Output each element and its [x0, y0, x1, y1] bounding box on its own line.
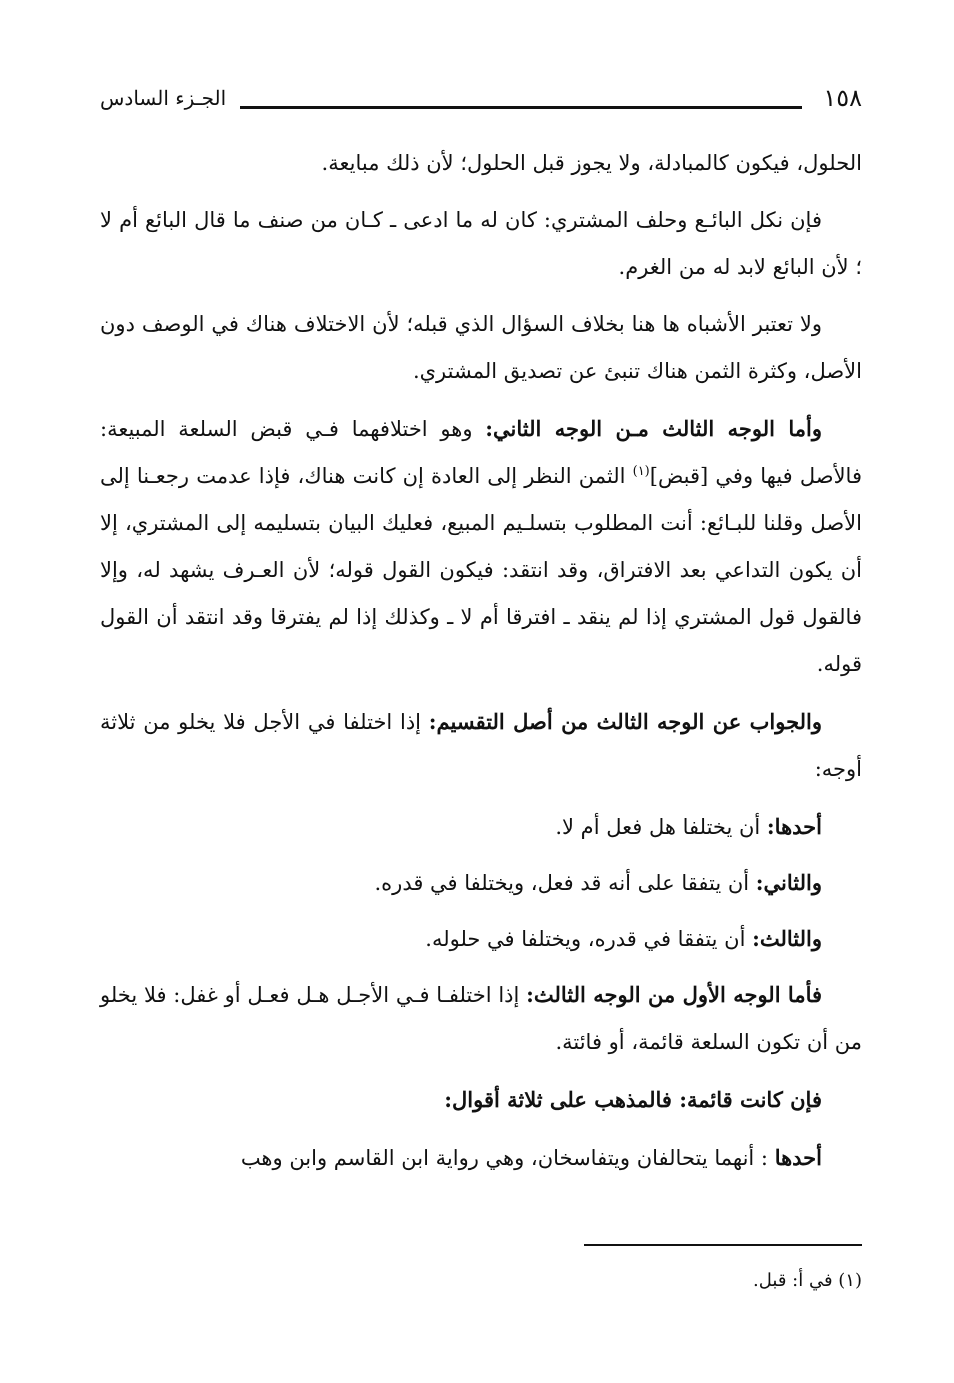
page-number: ١٥٨ — [823, 84, 862, 112]
list-item — [100, 859, 862, 907]
footnote: (١) في أ: قبل. — [753, 1270, 862, 1291]
list-item — [100, 915, 862, 963]
paragraph-heading: أحدها — [774, 1145, 822, 1170]
paragraph — [100, 301, 862, 395]
paragraph — [100, 698, 862, 793]
paragraph-heading: والثاني: — [755, 870, 822, 895]
paragraph-text: أن يختلفا هل فعل أم لا. — [555, 815, 767, 839]
footnote-reference: (١) — [632, 464, 650, 479]
page-header — [100, 84, 862, 124]
paragraph-text: : أنهما يتحالفان ويتفاسخان، وهي رواية ابن القاسم وابن وهب — [240, 1146, 775, 1170]
paragraph — [100, 405, 862, 688]
footnote-rule — [584, 1244, 862, 1246]
paragraph-heading: والثالث: — [752, 926, 822, 951]
paragraph — [100, 1076, 862, 1124]
paragraph-text: إذا اختلفا في الأجل فلا يخلو من ثلاثة أوجه: — [100, 710, 862, 781]
paragraph-text: إذا اختلفـا فـي الأجـل هـل فعـل أو غفل: فلا يخلو من أن تكون السلعة قائمة، أو فائتة. — [100, 983, 862, 1054]
paragraph-text: أن يتفقا على أنه قد فعل، ويختلفا في قدره. — [374, 871, 756, 895]
paragraph-text: الثمن النظر إلى العادة إن كانت هناك، فإذا عدمت رجعـنا إلى الأصل وقلنا للبـائع: أنت المطلوب بتسلـيم المبيع، فعليك البيان بتسليمه إلى المشتري، إلا أن يكون التداعي بعد الافتراق، وقد انتقد: فيكون القول قوله؛ لأن العـرف يشهد له، وإلا فالقول قول المشتري إذا لم ينقد ـ افترقا أم لا ـ وكذلك إذا لم يفترقا وقد انتقد أن القول قوله. — [100, 464, 862, 676]
paragraph-heading: فأما الوجه الأول من الوجه الثالث: — [526, 982, 823, 1007]
paragraph — [100, 140, 862, 187]
list-item — [100, 803, 862, 851]
paragraph-heading: أحدها: — [766, 814, 822, 839]
paragraph-heading: وأما الوجه الثالث مـن الوجه الثاني: — [485, 416, 822, 441]
paragraph — [100, 197, 862, 291]
paragraph-text: أن يتفقا في قدره، ويختلفا في حلوله. — [425, 927, 753, 951]
paragraph-text: ولا تعتبر الأشباه ها هنا بخلاف السؤال الذي قبله؛ لأن الاختلاف هناك في الوصف دون الأصل، وكثرة الثمن هناك تنبئ عن تصديق المشتري. — [100, 312, 862, 383]
paragraph-heading: والجواب عن الوجه الثالث من أصل التقسيم: — [428, 709, 822, 734]
body-text — [100, 140, 862, 1192]
paragraph-text: وهو اختلافهما فـي قبض السلعة المبيعة: فالأصل فيها وفي [قبض] — [100, 417, 862, 488]
paragraph — [100, 971, 862, 1066]
paragraph — [100, 1134, 862, 1182]
paragraph-text: فإن نكل البائـع وحلف المشتري: كان له ما ادعى ـ كـان من صنف ما قال البائع أم لا ؛ لأن البائع لابد له من الغرم. — [100, 208, 862, 279]
paragraph-text: الحلول، فيكون كالمبادلة، ولا يجوز قبل الحلول؛ لأن ذلك مبايعة. — [321, 151, 862, 175]
running-title: الجـزء السادس — [100, 86, 227, 110]
paragraph-heading: فإن كانت قائمة: فالمذهب على ثلاثة أقوال: — [444, 1087, 822, 1112]
header-rule — [240, 106, 802, 109]
